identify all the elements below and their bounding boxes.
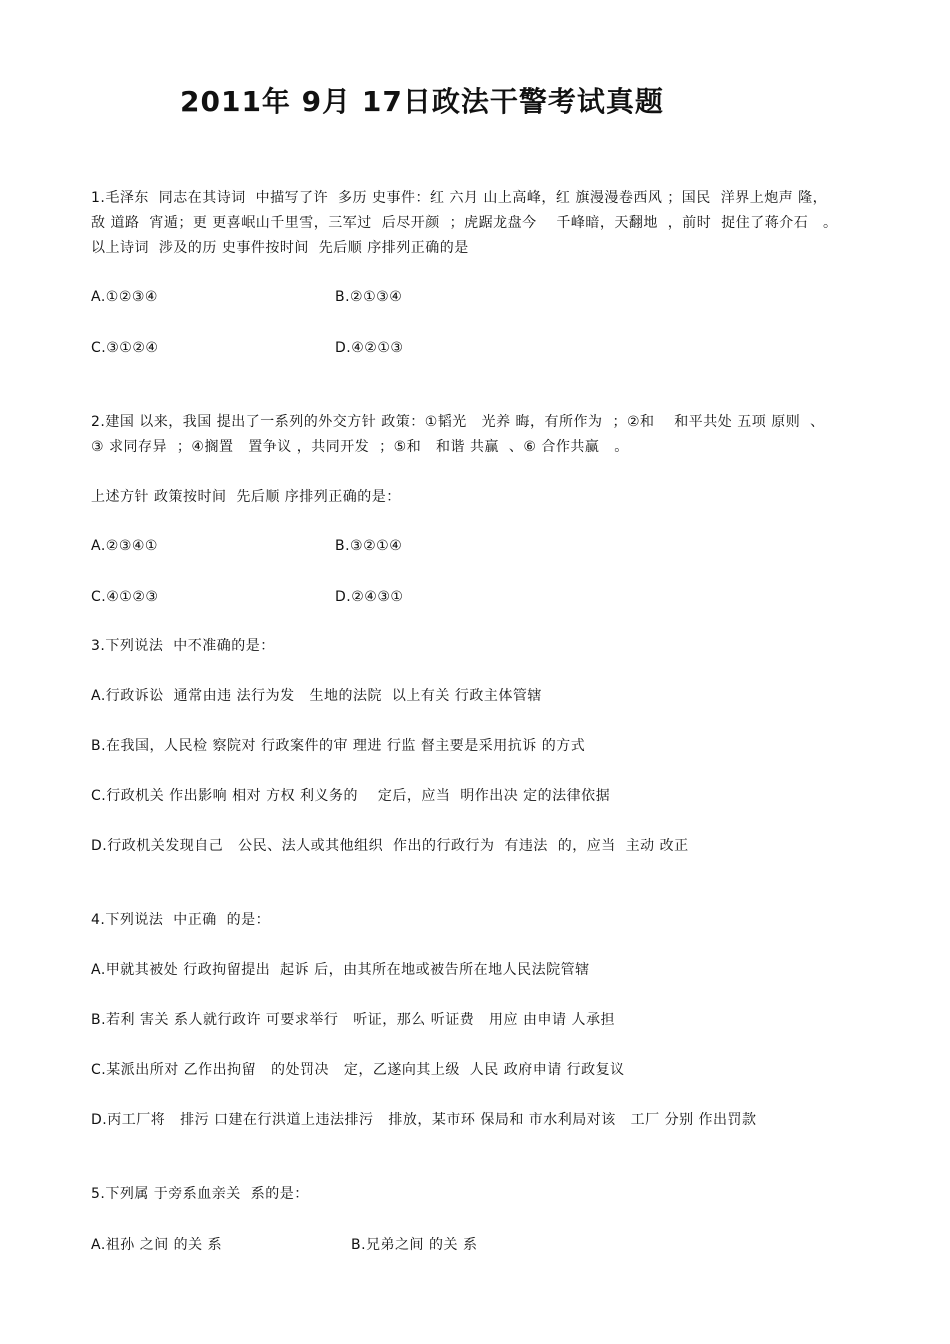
question-3-option-b: B.在我国，人民检 察院对 行政案件的审 理进 行监 督主要是采用抗诉 的方式 bbox=[91, 738, 586, 754]
question-3-stem: 3.下列说法 中不准确的是： bbox=[91, 638, 275, 654]
question-5-option-b: B.兄弟之间 的关 系 bbox=[351, 1237, 478, 1253]
question-1-option-d: D.④②①③ bbox=[335, 340, 404, 356]
question-4-option-a: A.甲就其被处 行政拘留提出 起诉 后，由其所在地或被告所在地人民法院管辖 bbox=[91, 962, 590, 978]
question-4-option-b: B.若利 害关 系人就行政许 可要求举行 听证，那么 听证费 用应 由申请 人承担 bbox=[91, 1012, 615, 1028]
question-2-line-3: 上述方针 政策按时间 先后顺 序排列正确的是： bbox=[91, 489, 401, 505]
question-2-option-b: B.③②①④ bbox=[335, 538, 403, 554]
question-5-option-a: A.祖孙 之间 的关 系 bbox=[91, 1237, 223, 1253]
question-1-line-2: 敌 道路 宵遁；更 更喜岷山千里雪，三军过 后尽开颜 ；虎踞龙盘今 千峰暗，天翻地 ，前时 捉住了蒋介石 。 bbox=[91, 215, 838, 231]
page-title: 2011年 9月 17日政法干警考试真题 bbox=[180, 85, 664, 118]
question-2-line-2: ③ 求同存异 ；④搁置 置争议 ，共同开发 ；⑤和 和谐 共赢 、⑥ 合作共赢 。 bbox=[91, 439, 629, 455]
question-3-option-d: D.行政机关发现自己 公民、法人或其他组织 作出的行政行为 有违法 的，应当 主动 改正 bbox=[91, 838, 689, 854]
question-5-stem: 5.下列属 于旁系血亲关 系的是： bbox=[91, 1186, 309, 1202]
question-3-option-a: A.行政诉讼 通常由违 法行为发 生地的法院 以上有关 行政主体管辖 bbox=[91, 688, 542, 704]
question-1-option-c: C.③①②④ bbox=[91, 340, 159, 356]
question-4-stem: 4.下列说法 中正确 的是： bbox=[91, 912, 271, 928]
question-1-option-b: B.②①③④ bbox=[335, 289, 403, 305]
question-2-option-a: A.②③④① bbox=[91, 538, 158, 554]
question-1-option-a: A.①②③④ bbox=[91, 289, 158, 305]
question-4-option-c: C.某派出所对 乙作出拘留 的处罚决 定，乙遂向其上级 人民 政府申请 行政复议 bbox=[91, 1062, 625, 1078]
question-2-option-d: D.②④③① bbox=[335, 589, 404, 605]
question-2-option-c: C.④①②③ bbox=[91, 589, 159, 605]
question-4-option-d: D.丙工厂将 排污 口建在行洪道上违法排污 排放，某市环 保局和 市水利局对该 工厂 分别 作出罚款 bbox=[91, 1112, 757, 1128]
question-3-option-c: C.行政机关 作出影响 相对 方权 利义务的 定后，应当 明作出决 定的法律依据 bbox=[91, 788, 611, 804]
question-1-line-3: 以上诗词 涉及的历 史事件按时间 先后顺 序排列正确的是 bbox=[91, 240, 469, 256]
question-2-line-1: 2.建国 以来，我国 提出了一系列的外交方针 政策：①韬光 光养 晦，有所作为 ；②和 和平共处 五项 原则 、 bbox=[91, 414, 825, 430]
question-1-line-1: 1.毛泽东 同志在其诗词 中描写了许 多历 史事件：红 六月 山上高峰，红 旗漫漫卷西风 ；国民 洋界上炮声 隆， bbox=[91, 190, 828, 206]
